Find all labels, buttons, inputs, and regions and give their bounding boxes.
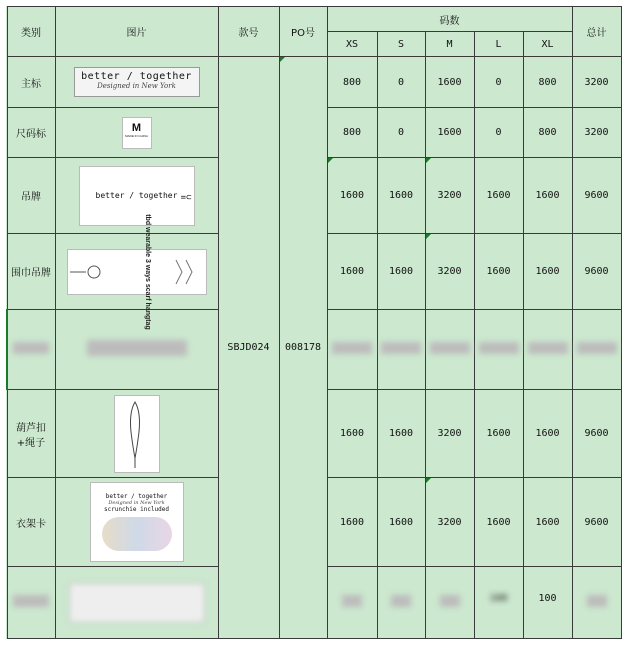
header-category[interactable]: 类别 bbox=[7, 7, 55, 57]
cell-category[interactable]: 衣架卡 bbox=[7, 478, 55, 567]
cell-xs[interactable]: 800 bbox=[327, 108, 377, 158]
card-brand-text: better / together bbox=[105, 493, 168, 500]
redacted-block bbox=[440, 595, 460, 607]
spreadsheet-table bbox=[6, 6, 622, 639]
header-total[interactable]: 总计 bbox=[572, 7, 621, 57]
label-brand-text: better / together bbox=[81, 71, 192, 82]
cell-xs[interactable]: 1600 bbox=[327, 478, 377, 567]
redacted-block bbox=[430, 342, 470, 354]
redacted-block bbox=[381, 342, 421, 354]
main-label-image bbox=[74, 67, 200, 97]
cell-l[interactable]: 1600 bbox=[474, 390, 523, 478]
size-label-image bbox=[122, 117, 152, 149]
cell-total[interactable]: 9600 bbox=[572, 234, 621, 310]
redacted-block bbox=[342, 595, 362, 607]
header-po-no[interactable]: PO号 bbox=[279, 7, 327, 57]
card-scrunchie-text: scrunchie included bbox=[103, 506, 170, 513]
cell-image-redacted[interactable] bbox=[55, 567, 218, 639]
cell-total[interactable]: 9600 bbox=[572, 478, 621, 567]
header-image[interactable]: 图片 bbox=[55, 7, 218, 57]
cell-xl[interactable]: 1600 bbox=[523, 478, 572, 567]
cell-total[interactable]: 9600 bbox=[572, 390, 621, 478]
cell-l[interactable] bbox=[474, 567, 523, 639]
cell-m[interactable]: 3200 bbox=[425, 478, 474, 567]
cell-m[interactable]: 3200 bbox=[425, 158, 474, 234]
cell-image-redacted[interactable] bbox=[55, 310, 218, 390]
cell-l[interactable] bbox=[474, 310, 523, 390]
cell-m[interactable] bbox=[425, 310, 474, 390]
cell-xl[interactable]: 1600 bbox=[523, 234, 572, 310]
cell-xs[interactable]: 1600 bbox=[327, 234, 377, 310]
redacted-image bbox=[87, 340, 187, 356]
card-tagline-text: Designed in New York bbox=[108, 500, 165, 506]
cell-l[interactable]: 1600 bbox=[474, 158, 523, 234]
cell-xl[interactable] bbox=[523, 567, 572, 639]
redacted-block bbox=[528, 342, 568, 354]
cell-xl[interactable]: 800 bbox=[523, 108, 572, 158]
cell-xs[interactable] bbox=[327, 310, 377, 390]
cell-total[interactable]: 3200 bbox=[572, 108, 621, 158]
cell-s[interactable]: 0 bbox=[377, 108, 425, 158]
scarf-hangtag-text: tbd wearable 3 ways scarf hangtag bbox=[143, 213, 151, 330]
cell-xl[interactable]: 1600 bbox=[523, 390, 572, 478]
header-style-no[interactable]: 款号 bbox=[218, 7, 279, 57]
cell-total[interactable] bbox=[572, 310, 621, 390]
cell-xl[interactable]: 800 bbox=[523, 57, 572, 108]
cell-po-no[interactable]: 008178 bbox=[279, 57, 327, 639]
cell-xs[interactable]: 800 bbox=[327, 57, 377, 108]
cell-s[interactable] bbox=[377, 567, 425, 639]
cell-image[interactable] bbox=[55, 390, 218, 478]
header-size-xl[interactable]: XL bbox=[523, 32, 572, 57]
cell-s[interactable]: 1600 bbox=[377, 158, 425, 234]
scrunchie-image bbox=[102, 517, 172, 551]
size-letter: M bbox=[131, 121, 142, 134]
cell-image[interactable] bbox=[55, 108, 218, 158]
cord-lock-image bbox=[114, 395, 160, 473]
cell-s[interactable]: 1600 bbox=[377, 390, 425, 478]
cell-style-no[interactable]: SBJD024 bbox=[218, 57, 279, 639]
cell-xl-value: 100 bbox=[538, 593, 557, 604]
cell-image[interactable] bbox=[55, 158, 218, 234]
redacted-block bbox=[479, 342, 519, 354]
cell-total[interactable]: 3200 bbox=[572, 57, 621, 108]
cord-lock-drawing bbox=[115, 396, 159, 472]
string-loop-icon: =⊂ bbox=[180, 192, 192, 203]
table-row bbox=[7, 57, 621, 108]
cell-category-redacted[interactable] bbox=[7, 310, 55, 390]
cell-s[interactable] bbox=[377, 310, 425, 390]
cell-l[interactable]: 0 bbox=[474, 57, 523, 108]
redacted-block bbox=[577, 342, 617, 354]
scarf-hangtag-drawing bbox=[68, 213, 206, 330]
cell-xs[interactable] bbox=[327, 567, 377, 639]
origin-text: MADE IN CHINA bbox=[125, 133, 148, 138]
cell-image[interactable] bbox=[55, 57, 218, 108]
hangtag-image bbox=[79, 166, 195, 226]
cell-total[interactable]: 9600 bbox=[572, 158, 621, 234]
cell-m[interactable] bbox=[425, 567, 474, 639]
header-size-s[interactable]: S bbox=[377, 32, 425, 57]
cell-m[interactable]: 1600 bbox=[425, 108, 474, 158]
cell-s[interactable]: 1600 bbox=[377, 234, 425, 310]
redacted-block bbox=[13, 342, 49, 354]
cell-xl[interactable] bbox=[523, 310, 572, 390]
cell-l-value: 100 bbox=[489, 593, 508, 604]
cell-l[interactable]: 1600 bbox=[474, 478, 523, 567]
cell-s[interactable]: 1600 bbox=[377, 478, 425, 567]
cell-category[interactable]: 吊牌 bbox=[7, 158, 55, 234]
cell-m[interactable]: 3200 bbox=[425, 234, 474, 310]
cell-total[interactable] bbox=[572, 567, 621, 639]
header-size-l[interactable]: L bbox=[474, 32, 523, 57]
cell-s[interactable]: 0 bbox=[377, 57, 425, 108]
cell-category[interactable]: 主标 bbox=[7, 57, 55, 108]
hanger-card-image bbox=[90, 482, 184, 562]
cell-image[interactable] bbox=[55, 478, 218, 567]
label-tagline-text: Designed in New York bbox=[97, 82, 176, 90]
cell-l[interactable]: 0 bbox=[474, 108, 523, 158]
cell-xs[interactable]: 1600 bbox=[327, 390, 377, 478]
cell-l[interactable]: 1600 bbox=[474, 234, 523, 310]
cell-xs[interactable]: 1600 bbox=[327, 158, 377, 234]
redacted-block bbox=[587, 595, 607, 607]
header-size-m[interactable]: M bbox=[425, 32, 474, 57]
cell-xl[interactable]: 1600 bbox=[523, 158, 572, 234]
cell-image[interactable] bbox=[55, 213, 218, 330]
scarf-hangtag-image bbox=[67, 213, 207, 330]
redacted-block bbox=[13, 595, 49, 607]
redacted-block bbox=[391, 595, 411, 607]
cell-category[interactable]: 围巾吊牌 bbox=[7, 234, 55, 310]
hangtag-text: better / together bbox=[95, 190, 178, 200]
cell-category[interactable]: 尺码标 bbox=[7, 108, 55, 158]
header-size-xs[interactable]: XS bbox=[327, 32, 377, 57]
header-sizes-group[interactable]: 码数 bbox=[327, 7, 572, 32]
cell-m[interactable]: 3200 bbox=[425, 390, 474, 478]
redacted-block bbox=[332, 342, 372, 354]
redacted-image bbox=[69, 583, 205, 623]
cell-category-redacted[interactable] bbox=[7, 567, 55, 639]
cell-category[interactable]: 葫芦扣+绳子 bbox=[7, 390, 55, 478]
cell-m[interactable]: 1600 bbox=[425, 57, 474, 108]
